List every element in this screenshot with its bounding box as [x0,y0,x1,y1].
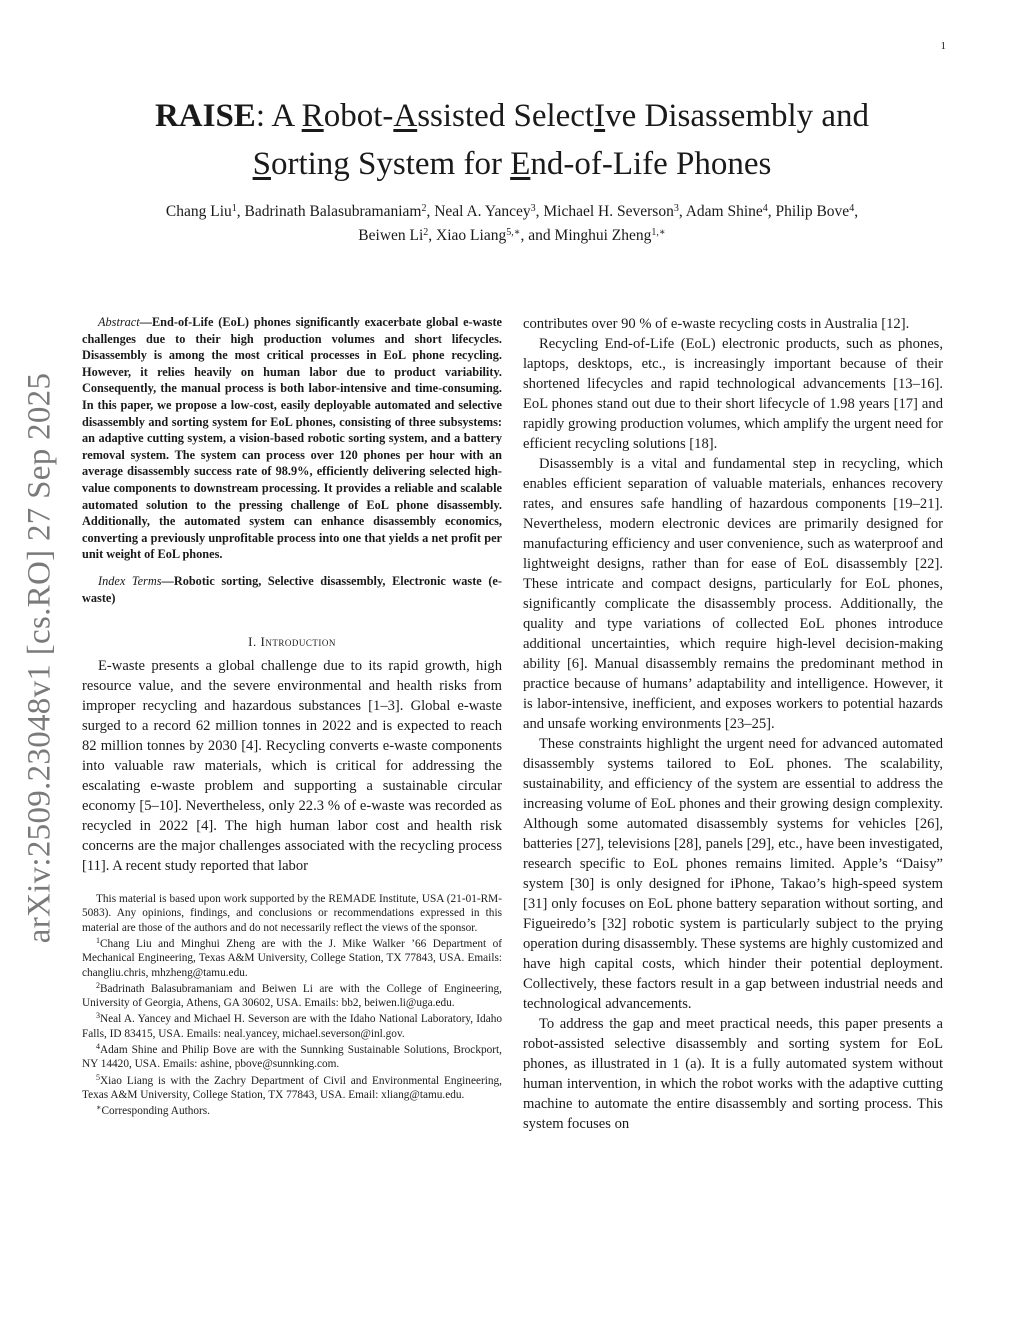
abstract-text: —End-of-Life (EoL) phones significantly exacerbate global e-waste challenges due to their high production volumes and short lifecycles. Disassembly is among the most critical processes in EoL phone recycling. However, it relies heavily on human labor due to product variability. Consequently, the manual process is both labor-intensive and time-consuming. In this paper, we propose a low-cost, easily deployable automated and selective disassembly and sorting system for EoL phones, consisting of three subsystems: an adaptive cutting system, a vision-based robotic sorting system, and a battery removal system. The system can process over 120 phones per hour with an average disassembly success rate of 98.9%, efficiently delivering selected high-value components to downstream processing. It provides a reliable and scalable automated solution to the pressing challenge of EoL phone disassembly. Additionally, the automated system can enhance disassembly economics, converting a previously unprofitable process into one that yields a net profit per unit weight of EoL phones. [82,315,502,562]
abstract [82,314,502,563]
author-separator: , [678,203,686,220]
body-paragraph: E-waste presents a global challenge due to its rapid growth, high resource value, and the severe environmental and health risks from improper recycling and hazardous substances [1–3]. Global e-waste surged to a record 62 million tonnes in 2022 and is expected to reach 82 million tonnes by 2030 [4]. Recycling converts e-waste components into valuable raw materials, which is critical for addressing the escalating e-waste problem and supporting a sustainable circular economy [5–10]. Nevertheless, only 22.3 % of e-waste was recorded as recycled in 2022 [4]. The high human labor cost and health risk concerns are the major challenges associated with the recycling process [11]. A recent study reported that labor [82,658,502,875]
title-acronym-letter: R [301,98,324,134]
footnote-text: Chang Liu and Minghui Zheng are with the J. Mike Walker ’66 Department of Mechanical Engineering, Texas A&M University, College Station, TX 77843, USA. Emails: changliu.chris, mhzheng@tamu.edu. [82,937,502,979]
author-affiliation: 2 [423,227,429,238]
footnote-marker: 1 [96,935,100,945]
title-acronym-letter: E [510,146,531,182]
footnote-marker: ∗ [96,1103,102,1113]
footnote-marker: 5 [96,1072,100,1082]
footnote [82,1012,502,1041]
footnote-text: Adam Shine and Philip Bove are with the Sunnking Sustainable Solutions, Brockport, NY 14420, USA. Emails: ashine, pbove@sunnking.com. [82,1044,502,1071]
index-terms [82,573,502,606]
body-paragraph: These constraints highlight the urgent need for advanced automated disassembly systems tailored to EoL phones. The scalability, sustainability, and efficiency of the system are essential to address the increasing volume of EoL phones and their growing design complexity. Although some automated disassembly systems for vehicles [26], batteries [27], televisions [28], panels [29], etc., have been investigated, research specific to EoL phones remains limited. Apple’s “Daisy” system [30] is only designed for iPhone, Takao’s high-speed system [31] only focuses on EoL phone battery separation without sorting, and Figueiredo’s [32] robotic system is particularly subject to the prying operation during disassembly. These systems are highly customized and have high capital costs, which hinder their potential deployment. Collectively, these factors result in a gap between industrial needs and technological advancements. [523,736,943,1012]
paper-title [100,92,924,188]
footnote [82,937,502,980]
author-affiliation: 1 [231,203,237,214]
author-separator: , [236,203,245,220]
author-name: Minghui Zheng [554,227,652,244]
footnote [82,1074,502,1103]
footnote-corresponding [82,1104,502,1118]
author-name: Neal A. Yancey [434,203,531,220]
author-separator: , [428,227,437,244]
title-acronym-letter: I [594,98,606,134]
title-text: ssisted Select [417,98,595,134]
author-line-1 [70,200,954,224]
author-line-2 [70,224,954,248]
author-separator: , [767,203,776,220]
footnote-marker: 2 [96,980,100,990]
section-heading [82,634,502,650]
title-acronym-letter: S [252,146,271,182]
index-terms-label: Index Terms [98,573,162,588]
body-paragraph-continued: contributes over 90 % of e-waste recycling costs in Australia [12]. [523,316,910,332]
author-affiliation: 3 [530,203,536,214]
author-separator: , and [520,227,555,244]
title-text: ve Disassembly and [605,98,870,134]
arxiv-stamp: arXiv:2509.23048v1 [cs.RO] 27 Sep 2025 [21,372,58,944]
footnote-text: Corresponding Authors. [101,1105,211,1118]
author-separator: , [535,203,544,220]
body-paragraph: Disassembly is a vital and fundamental step in recycling, which enables efficient separation of valuable materials, enhances recovery rates, and ensures safe handling of hazardous components [19–21]. Nevertheless, modern electronic devices are primarily designed for manufacturing efficiency and user convenience, such as waterproof and lightweight designs, rather than for ease of EoL disassembly [22]. These intricate and compact designs, particularly for EoL phones, significantly complicate the disassembly process. Additionally, the quality and type variations of collected EoL phones introduce additional uncertainties, which require high-level decision-making ability [6]. Manual disassembly remains the predominant method in practice because of humans’ adaptability and intelligence. However, it is labor-intensive, inefficient, and exposes workers to potential hazards and unsafe working environments [23–25]. [523,456,943,732]
author-affiliation: 4 [849,203,855,214]
footnote-funding [82,892,502,935]
author-name: Beiwen Li [358,227,424,244]
title-text: orting System for [270,146,511,182]
index-terms-text: —Robotic sorting, Selective disassembly, Electronic waste (e-waste) [82,573,502,605]
author-affiliation: 3 [673,203,679,214]
author-name: Adam Shine [685,203,763,220]
page-number: 1 [940,40,946,52]
footnote-text: This material is based upon work supported by the REMADE Institute, USA (21-01-RM-5083). Any opinions, findings, and conclusions or recommendations expressed in this material are those of the authors and do not necessarily reflect the views of the sponsor. [82,893,502,934]
author-list [70,200,954,248]
footnote-marker: 3 [96,1011,100,1021]
author-name: Xiao Liang [436,227,507,244]
section-numeral: I. [248,634,261,650]
abstract-label: Abstract [98,315,140,329]
right-column [523,314,943,1134]
title-text: nd-of-Life Phones [530,146,772,182]
title-acronym-letter: A [393,98,418,134]
author-name: Philip Bove [775,203,850,220]
body-paragraph: Recycling End-of-Life (EoL) electronic products, such as phones, laptops, desktops, etc., is increasingly important because of their shortened lifecycles and rapid technological advancements [13–16]. EoL phones stand out due to their short lifecycle of 1.98 years [17] and rapidly growing production volumes, which amplify the urgent need for efficient recycling solutions [18]. [523,336,943,452]
author-affiliation: 1,∗ [651,227,666,238]
footnote [82,982,502,1011]
author-name: Badrinath Balasubramaniam [244,203,422,220]
section-title: Introduction [260,634,336,650]
author-affiliation: 2 [421,203,427,214]
footnote-text: Badrinath Balasubramaniam and Beiwen Li are with the College of Engineering, University of Georgia, Athens, GA 30602, USA. Emails: bb2, beiwen.li@uga.edu. [82,982,502,1010]
author-separator: , [426,203,435,220]
author-affiliation: 5,∗ [506,227,521,238]
title-text: : A [255,98,302,134]
title-line-1 [100,92,924,140]
footnotes [82,892,502,1118]
title-acronym: RAISE [154,98,256,134]
author-separator: , [854,203,859,220]
author-name: Chang Liu [165,203,232,220]
title-text: obot- [323,98,394,134]
footnote [82,1043,502,1072]
footnote-marker: 4 [96,1042,100,1052]
body-paragraph: To address the gap and meet practical needs, this paper presents a robot-assisted selective disassembly and sorting system for EoL phones, as illustrated in 1 (a). It is a fully automated system without human intervention, in which the robot works with the adaptive cutting machine to automate the entire disassembly and sorting process. This system focuses on [523,1016,943,1132]
title-line-2 [100,140,924,188]
author-affiliation: 4 [762,203,768,214]
footnote-text: Xiao Liang is with the Zachry Department of Civil and Environmental Engineering, Texas A&M University, College Station, TX 77843, USA. Email: xliang@tamu.edu. [82,1074,502,1101]
footnote-text: Neal A. Yancey and Michael H. Severson are with the Idaho National Laboratory, Idaho Falls, ID 83415, USA. Emails: neal.yancey, michael.severson@inl.gov. [82,1013,502,1040]
author-name: Michael H. Severson [543,203,674,220]
left-column [82,314,502,1121]
